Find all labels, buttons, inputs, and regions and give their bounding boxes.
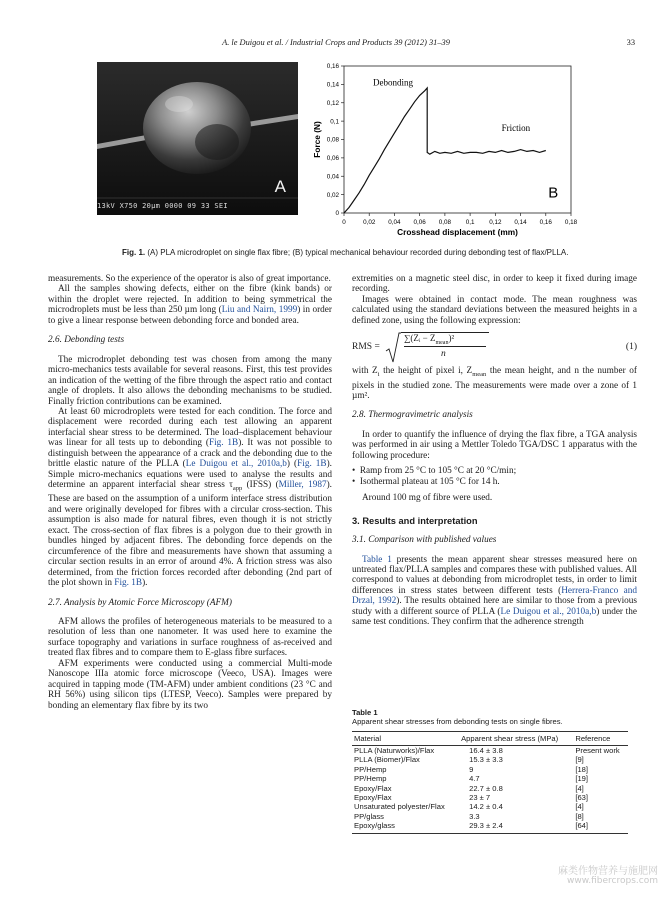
x-tick-label: 0,12	[489, 219, 502, 226]
column-header: Apparent shear stress (MPa)	[459, 732, 573, 746]
table-cell: Epoxy/Flax	[354, 793, 392, 803]
x-tick-label: 0,1	[465, 219, 475, 226]
ref-link[interactable]: Table 1	[362, 554, 392, 565]
table-cell: [64]	[573, 821, 628, 833]
shear-stress-table	[352, 731, 628, 834]
table-cell: 14.2 ± 0.4	[469, 802, 503, 812]
paragraph: measurements. So the experience of the operator is also of great importance.	[48, 274, 331, 284]
table-cell: [19]	[575, 774, 589, 784]
ref-link[interactable]: Miller, 1987	[278, 480, 327, 491]
ref-link[interactable]: Fig. 1B	[114, 578, 143, 589]
paragraph: AFM allows the profiles of heterogeneous materials to be measured to a resolution of less than one nanometer. It was used here to examine the surface topography and variations in surface roughness of as-received and treated flax fibres and to compare them to E-glass fibre surfaces.	[48, 616, 332, 659]
column-header: Material	[352, 732, 459, 746]
table-cell: Present work	[575, 746, 620, 755]
paragraph: Around 100 mg of fibre were used.	[362, 493, 493, 504]
left-column	[48, 274, 332, 711]
x-tick-label: 0,16	[539, 219, 552, 226]
table-cell: 3.3	[469, 811, 480, 821]
table-cell: [4]	[575, 783, 584, 793]
table-cell: Unsaturated polyester/Flax	[354, 802, 445, 812]
table-label: Table 1	[352, 708, 378, 717]
x-tick-label: 0	[342, 219, 346, 226]
bullet-item: • Isothermal plateau at 105 °C for 14 h.	[352, 476, 500, 487]
equation-numerator: ∑(Zᵢ − $Z_{mean})^2$	[404, 333, 455, 347]
annotation-label: Friction	[501, 123, 531, 134]
equation-1	[352, 332, 637, 366]
section-heading-2-7: 2.7. Analysis by Atomic Force Microscopy (AFM)	[48, 597, 232, 608]
page-number: 33	[626, 38, 635, 47]
table-row	[352, 765, 628, 774]
x-tick-label: 0,02	[363, 219, 376, 226]
table-row	[352, 793, 628, 802]
paragraph: At least 60 microdroplets were tested for each condition. The force and displacement were recorded during each test allowing an apparent interfacial shear stress to be determined. The load–displacement behaviour was linear for all tests up to debonding (Fig. 1B). It was not possible to distinguish between the appearance of a crack and the debonding due to the brittle elastic nature of the PLLA (Le Duigou et al., 2010a,b) (Fig. 1B). Simple micro-mechanics equations were used to analyse the results and determine an apparent interfacial shear stress $\tau_{app}$ (IFSS) (Miller, 1987). These are based on the assumption of a uniform interface stress distribution and were originally developed for fibres with a circular cross-section. This assumption is also made for natural fibres, even though it is not strictly exact. The cross-section of flax fibres is a polygon due to their growth in bundles hinged by adjacent fibres. The debonding force depends on the circumference of the fibre and measurements have shown that assuming a circular section results in an error of around 4%. A friction stress was also determined, from the friction forces recorded after debonding (2nd part of the plot shown in Fig. 1B).	[48, 406, 333, 589]
table-row	[352, 784, 628, 793]
section-heading-2-8: 2.8. Thermogravimetric analysis	[352, 410, 473, 421]
microdroplet-image	[97, 62, 298, 215]
y-tick-label: 0,08	[326, 136, 339, 144]
x-tick-label: 0,04	[388, 219, 401, 226]
table-cell: 29.3 ± 2.4	[459, 821, 573, 833]
section-heading-3-1: 3.1. Comparison with published values	[352, 535, 497, 546]
sqrt-sign	[385, 332, 401, 364]
table-cell: 16.4 ± 3.8	[469, 746, 503, 755]
paragraph: Images were obtained in contact mode. The mean roughness was calculated using the standard deviations between the measured heights in a defined zone, using the following expression:	[352, 294, 637, 326]
table-cell: 4.7	[469, 774, 480, 784]
y-tick-label: 0,04	[326, 173, 339, 181]
ref-link[interactable]: Le Duigou et al., 2010a,b	[500, 606, 597, 617]
table-cell: [9]	[575, 755, 584, 765]
table-row	[352, 802, 628, 811]
paragraph: In order to quantify the influence of drying the flax fibre, a TGA analysis was performed in air using a Mettler Toledo TGA/DSC 1 apparatus with the following procedure:	[352, 429, 637, 461]
table-row	[352, 774, 628, 783]
y-tick-label: 0,12	[326, 99, 339, 107]
table-cell: PLLA (Biomer)/Flax	[354, 755, 420, 765]
table-cell: PLLA (Naturworks)/Flax	[354, 746, 435, 755]
panel-b-label: B	[548, 184, 559, 202]
table-cell: [4]	[575, 802, 584, 812]
y-tick-label: 0,02	[326, 191, 339, 199]
table-cell: 9	[469, 764, 474, 774]
section-heading-2-6: 2.6. Debonding tests	[48, 335, 125, 346]
table-cell: [63]	[575, 793, 589, 803]
caption-label: Fig. 1.	[122, 248, 146, 257]
paragraph: AFM experiments were conducted using a commercial Multi-mode Nanoscope IIIa atomic force microscope (Veeco, USA). Images were acquired in tapping mode (TM-AFM) under ambient conditions (23 °C and RH 56%) using silicon tips (LTESP, Veeco). Samples were prepared by bonding an elementary flax fibre by its two	[48, 658, 332, 711]
table-cell: 23 ± 7	[469, 793, 491, 803]
table-cell: PP/glass	[354, 811, 384, 821]
x-tick-label: 0,14	[514, 219, 527, 226]
table-cell: [18]	[575, 764, 589, 774]
equation-lhs: RMS =	[352, 342, 380, 353]
watermark-text: 麻类作物营养与施肥网	[558, 866, 658, 877]
section-heading-3: 3. Results and interpretation	[352, 515, 478, 526]
panel-a-label: A	[274, 177, 286, 196]
y-tick-label: 0	[335, 210, 339, 218]
caption-text: (A) PLA microdroplet on single flax fibre; (B) typical mechanical behaviour recorded during debonding test of flax/PLLA.	[147, 248, 569, 257]
table-row	[352, 812, 628, 821]
y-tick-label: 0,14	[326, 81, 339, 89]
right-column	[352, 274, 637, 628]
table-row	[352, 821, 628, 833]
paragraph: extremities on a magnetic steel disc, in order to keep it fixed during image recording.	[352, 274, 637, 295]
paragraph: with $Z_i$ the height of pixel i, $Z_{mean}$ the mean height, and n the number of pixels in the studied zone. The measurements were made over a zone of 1 µm².	[352, 366, 637, 402]
ref-link[interactable]: Le Duigou et al., 2010a,b	[185, 459, 287, 470]
paragraph: All the samples showing defects, either on the fibre (kink bands) or within the droplet were rejected. In addition to being symmetrical the microdroplets must be less than 250 µm long (Liu and Nairn, 1999) in order to give a linear response between debonding force and bonded area.	[48, 284, 332, 326]
chart-svg	[308, 58, 593, 240]
equation-number: (1)	[625, 342, 637, 353]
bullet-item: • Ramp from 25 °C to 105 °C at 20 °C/min;	[352, 466, 517, 477]
y-axis-label: Force (N)	[312, 121, 322, 158]
table-row	[352, 746, 628, 756]
equation-denominator: n	[441, 349, 446, 360]
ref-link[interactable]: Liu and Nairn, 1999	[221, 305, 298, 316]
ref-link[interactable]: Fig. 1B	[297, 459, 327, 470]
plot-frame	[344, 66, 571, 213]
running-title: A. le Duigou et al. / Industrial Crops and Products 39 (2012) 31–39	[222, 38, 450, 47]
y-tick-label: 0,1	[330, 118, 339, 126]
annotation-label: Debonding	[373, 77, 414, 88]
x-axis-label: Crosshead displacement (mm)	[397, 227, 518, 237]
table-cell: [8]	[575, 811, 584, 821]
y-tick-label: 0,16	[326, 63, 339, 71]
table-row	[352, 755, 628, 764]
figure-caption	[122, 248, 568, 257]
table-caption: Apparent shear stresses from debonding tests on single fibres.	[352, 717, 563, 726]
watermark-url: www.fibercrops.com	[567, 876, 658, 886]
table-cell: PP/Hemp	[354, 774, 387, 784]
force-displacement-chart	[308, 58, 593, 240]
table-1	[352, 708, 637, 834]
paragraph: The microdroplet debonding test was chosen from among the many micro-mechanics tests available for several reasons. First, this test provides an indication of the wetting of the fibre through the aspect ratio and contact angle of droplets. It also allows the debonding mechanisms to be studied. Finally friction contributions can be examined.	[48, 354, 332, 407]
table-cell: Epoxy/Flax	[354, 783, 392, 793]
table-cell: 22.7 ± 0.8	[469, 783, 503, 793]
x-tick-label: 0,08	[438, 219, 452, 226]
paragraph: Table 1 presents the mean apparent shear stresses measured here on untreated flax/PLLA samples and compares these with published values. All correspond to values at debonding from microdroplet tests, in order to limit differences in stress states between different tests (Herrera-Franco and Drzal, 1992). The results obtained here are similar to those from a previous study with a different source of PLLA (Le Duigou et al., 2010a,b) under the same test conditions. They confirm that the adherence strength	[352, 554, 637, 628]
x-tick-label: 0,18	[564, 219, 578, 226]
table-cell: Epoxy/glass	[352, 821, 459, 833]
table-cell: PP/Hemp	[354, 764, 387, 774]
ref-link[interactable]: Fig. 1B	[208, 438, 239, 449]
table-cell: 15.3 ± 3.3	[469, 755, 503, 765]
ref-link[interactable]: Herrera-Franco and Drzal, 1992	[352, 585, 637, 607]
sem-micrograph	[97, 62, 298, 215]
y-tick-label: 0,06	[326, 155, 339, 163]
column-header: Reference	[573, 732, 628, 746]
x-tick-label: 0,06	[413, 219, 426, 226]
sem-info-bar: 13kV X750 20µm 0000 09 33 SEI	[97, 202, 228, 210]
